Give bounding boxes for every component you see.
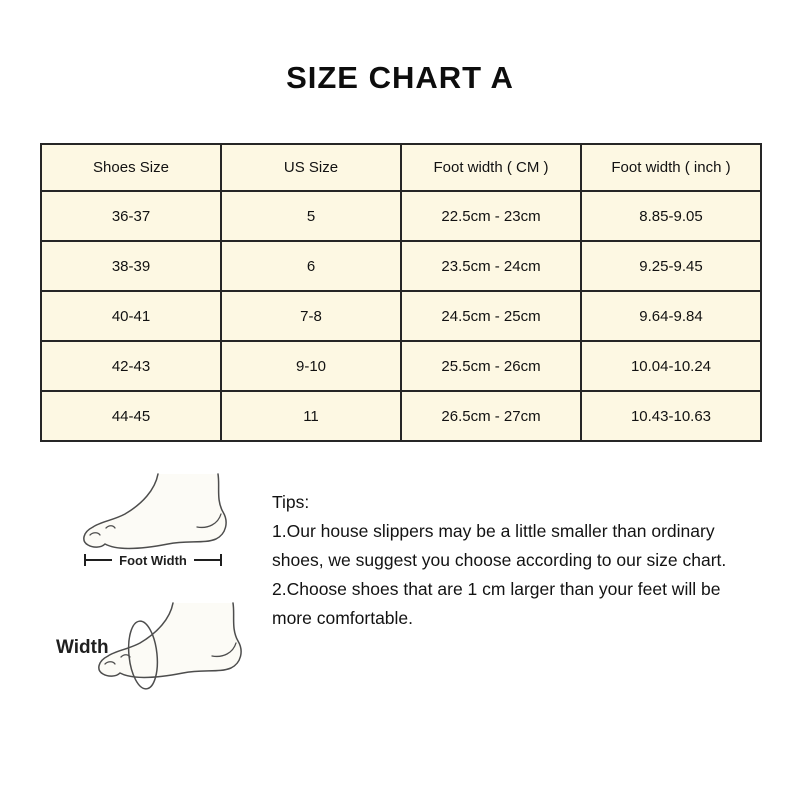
foot-side-view-icon <box>80 472 230 552</box>
tips-line: 2.Choose shoes that are 1 cm larger than your feet will be <box>272 579 721 599</box>
foot-width-measure <box>84 552 222 568</box>
table-cell: 23.5cm - 24cm <box>401 241 581 291</box>
table-cell: 40-41 <box>41 291 221 341</box>
foot-width-label: Foot Width <box>119 552 187 568</box>
measure-right-tick <box>220 554 222 566</box>
table-cell: 24.5cm - 25cm <box>401 291 581 341</box>
table-header-row <box>41 144 761 191</box>
table-row <box>41 191 761 241</box>
table-cell: 8.85-9.05 <box>581 191 761 241</box>
tips-line: 1.Our house slippers may be a little smaller than ordinary <box>272 521 715 541</box>
table-cell: 38-39 <box>41 241 221 291</box>
column-header-foot-width-inch: Foot width ( inch ) <box>581 144 761 191</box>
width-label: Width <box>56 637 109 658</box>
table-cell: 5 <box>221 191 401 241</box>
table-cell: 6 <box>221 241 401 291</box>
column-header-us-size: US Size <box>221 144 401 191</box>
measure-right-line <box>194 559 220 561</box>
table-row <box>41 241 761 291</box>
tips-text <box>272 488 777 633</box>
table-cell: 36-37 <box>41 191 221 241</box>
measure-left-line <box>86 559 112 561</box>
table-cell: 25.5cm - 26cm <box>401 341 581 391</box>
table-cell: 9-10 <box>221 341 401 391</box>
table-cell: 42-43 <box>41 341 221 391</box>
table-cell: 9.64-9.84 <box>581 291 761 341</box>
table-cell: 7-8 <box>221 291 401 341</box>
size-table <box>40 143 762 442</box>
table-row <box>41 341 761 391</box>
column-header-shoes-size: Shoes Size <box>41 144 221 191</box>
table-cell: 26.5cm - 27cm <box>401 391 581 441</box>
table-cell: 10.43-10.63 <box>581 391 761 441</box>
table-cell: 44-45 <box>41 391 221 441</box>
tips-line: Tips: <box>272 492 310 512</box>
table-cell: 11 <box>221 391 401 441</box>
foot-width-ellipse-icon <box>95 585 245 700</box>
table-row <box>41 391 761 441</box>
tips-line: more comfortable. <box>272 608 414 628</box>
table-cell: 22.5cm - 23cm <box>401 191 581 241</box>
tips-line: shoes, we suggest you choose according to our size chart. <box>272 550 727 570</box>
table-cell: 9.25-9.45 <box>581 241 761 291</box>
page-title: SIZE CHART A <box>286 60 514 95</box>
column-header-foot-width-cm: Foot width ( CM ) <box>401 144 581 191</box>
table-cell: 10.04-10.24 <box>581 341 761 391</box>
table-row <box>41 291 761 341</box>
